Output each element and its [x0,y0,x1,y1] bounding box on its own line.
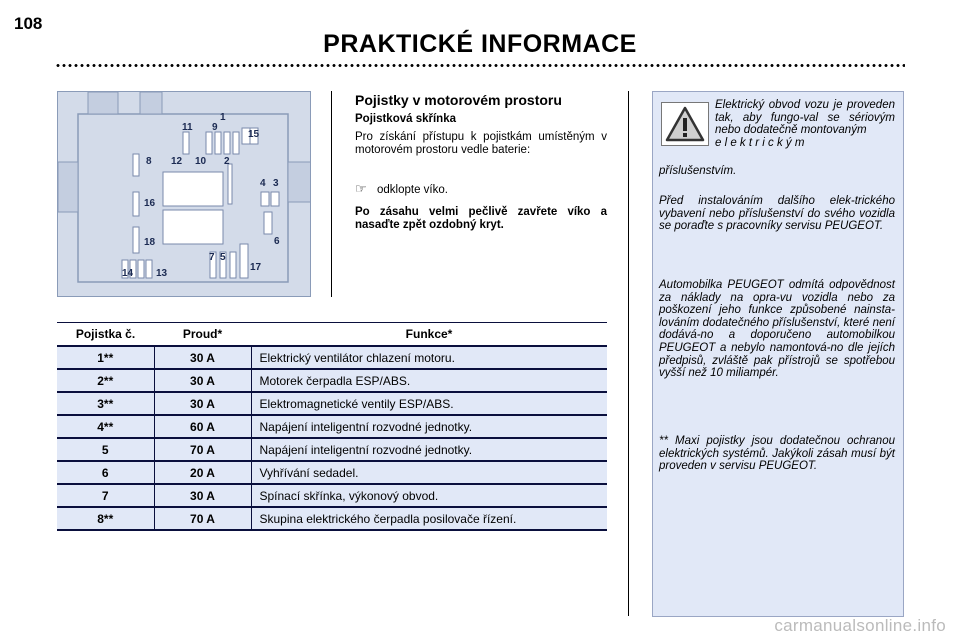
table-header-row [57,323,607,347]
fuse-number: 3** [57,392,154,415]
fuse-number: 5 [57,438,154,461]
fuse-number: 7 [57,484,154,507]
section-title: Pojistky v motorovém prostoru [355,92,562,108]
note-maxi-fuses: ** Maxi pojistky jsou dodatečnou ochranou elektrických systémů. Jakýkoli zásah musí být proveden v servisu PEUGEOT. [659,435,895,473]
table-row [57,392,607,415]
warning-icon [661,102,709,146]
fuse-current: 30 A [154,346,251,369]
table-row [57,438,607,461]
fuse-current: 30 A [154,369,251,392]
diagram-label: 8 [146,156,152,167]
column-divider [628,91,629,616]
diagram-label: 16 [144,198,156,209]
diagram-label: 14 [122,268,134,279]
fuse-number: 6 [57,461,154,484]
diagram-label: 13 [156,268,168,279]
note-compatibility-spaced: e l e k t r i c k ý m [715,136,805,149]
diagram-label: 11 [182,122,193,133]
fuse-current: 30 A [154,484,251,507]
table-row [57,484,607,507]
section-warning: Po zásahu velmi pečlivě zavřete víko a nasaďte zpět ozdobný kryt. [355,206,607,231]
fuse-current: 30 A [154,392,251,415]
fuse-number: 8** [57,507,154,530]
page-title: PRAKTICKÉ INFORMACE [323,30,637,58]
fuse-function: Skupina elektrického čerpadla posilovače řízení. [251,507,607,530]
diagram-label: 12 [171,156,183,167]
pointing-hand-icon: ☞ [355,181,367,196]
table-row [57,461,607,484]
fuse-function: Spínací skřínka, výkonový obvod. [251,484,607,507]
section-subtitle: Pojistková skřínka [355,113,456,125]
fuse-number: 1** [57,346,154,369]
fuse-number: 4** [57,415,154,438]
bullet-item [355,181,448,197]
note-compatibility-end: příslušenstvím. [659,165,737,177]
table-row [57,369,607,392]
diagram-label: 2 [224,156,230,167]
diagram-label: 3 [273,178,279,189]
fuse-function: Napájení inteligentní rozvodné jednotky. [251,415,607,438]
fuse-current: 60 A [154,415,251,438]
fuse-function: Motorek čerpadla ESP/ABS. [251,369,607,392]
diagram-label: 4 [260,178,266,189]
fuse-function: Napájení inteligentní rozvodné jednotky. [251,438,607,461]
diagram-label: 10 [195,156,207,167]
watermark: carmanualsonline.info [774,616,946,635]
header-current: Proud* [154,323,251,347]
fuse-box-illustration [58,92,311,297]
diagram-label: 9 [212,122,218,133]
fuse-function: Elektromagnetické ventily ESP/ABS. [251,392,607,415]
diagram-label: 7 [209,252,215,263]
fuse-function: Vyhřívání sedadel. [251,461,607,484]
fuse-current: 20 A [154,461,251,484]
dotted-divider [55,63,905,68]
section-paragraph: Pro získání přístupu k pojistkám umístěným v motorovém prostoru vedle baterie: [355,131,607,156]
table-row [57,507,607,530]
fuse-box-diagram [57,91,311,297]
diagram-label: 1 [220,112,226,123]
fuse-number: 2** [57,369,154,392]
note-liability: Automobilka PEUGEOT odmítá odpovědnost za náklady na opra-vu vozidla nebo za poškození jeho funkce způsobené nainsta-lováním dodatečného příslušenství, které není dodává-no a doporučeno automobilkou PEUGEOT a nebylo namontová-no dle jejích předpisů, zvláště pak přístrojů se spotřebou vyšší než 10 miliampér. [659,279,895,380]
diagram-label: 18 [144,237,156,248]
diagram-label: 17 [250,262,262,273]
note-compatibility-text: Elektrický obvod vozu je proveden tak, aby fungo-val se sériovým nebo dodatečně montovaným [715,99,895,137]
table-row [57,346,607,369]
header-fuse-number: Pojistka č. [57,323,154,347]
bullet-text: odklopte víko. [377,184,448,196]
note-compatibility [715,99,895,149]
note-installation: Před instalováním dalšího elek-trického vybavení nebo příslušenství do svého vozidla se poraďte s pracovníky servisu PEUGEOT. [659,195,895,233]
diagram-label: 6 [274,236,280,247]
header-function: Funkce* [251,323,607,347]
fuse-current: 70 A [154,438,251,461]
table-row [57,415,607,438]
page-number: 108 [14,14,43,33]
diagram-label: 5 [220,252,226,263]
fuse-current: 70 A [154,507,251,530]
column-divider [331,91,332,297]
fuse-function: Elektrický ventilátor chlazení motoru. [251,346,607,369]
fuse-table [57,322,607,531]
notes-panel [652,91,904,617]
diagram-label: 15 [248,129,260,140]
